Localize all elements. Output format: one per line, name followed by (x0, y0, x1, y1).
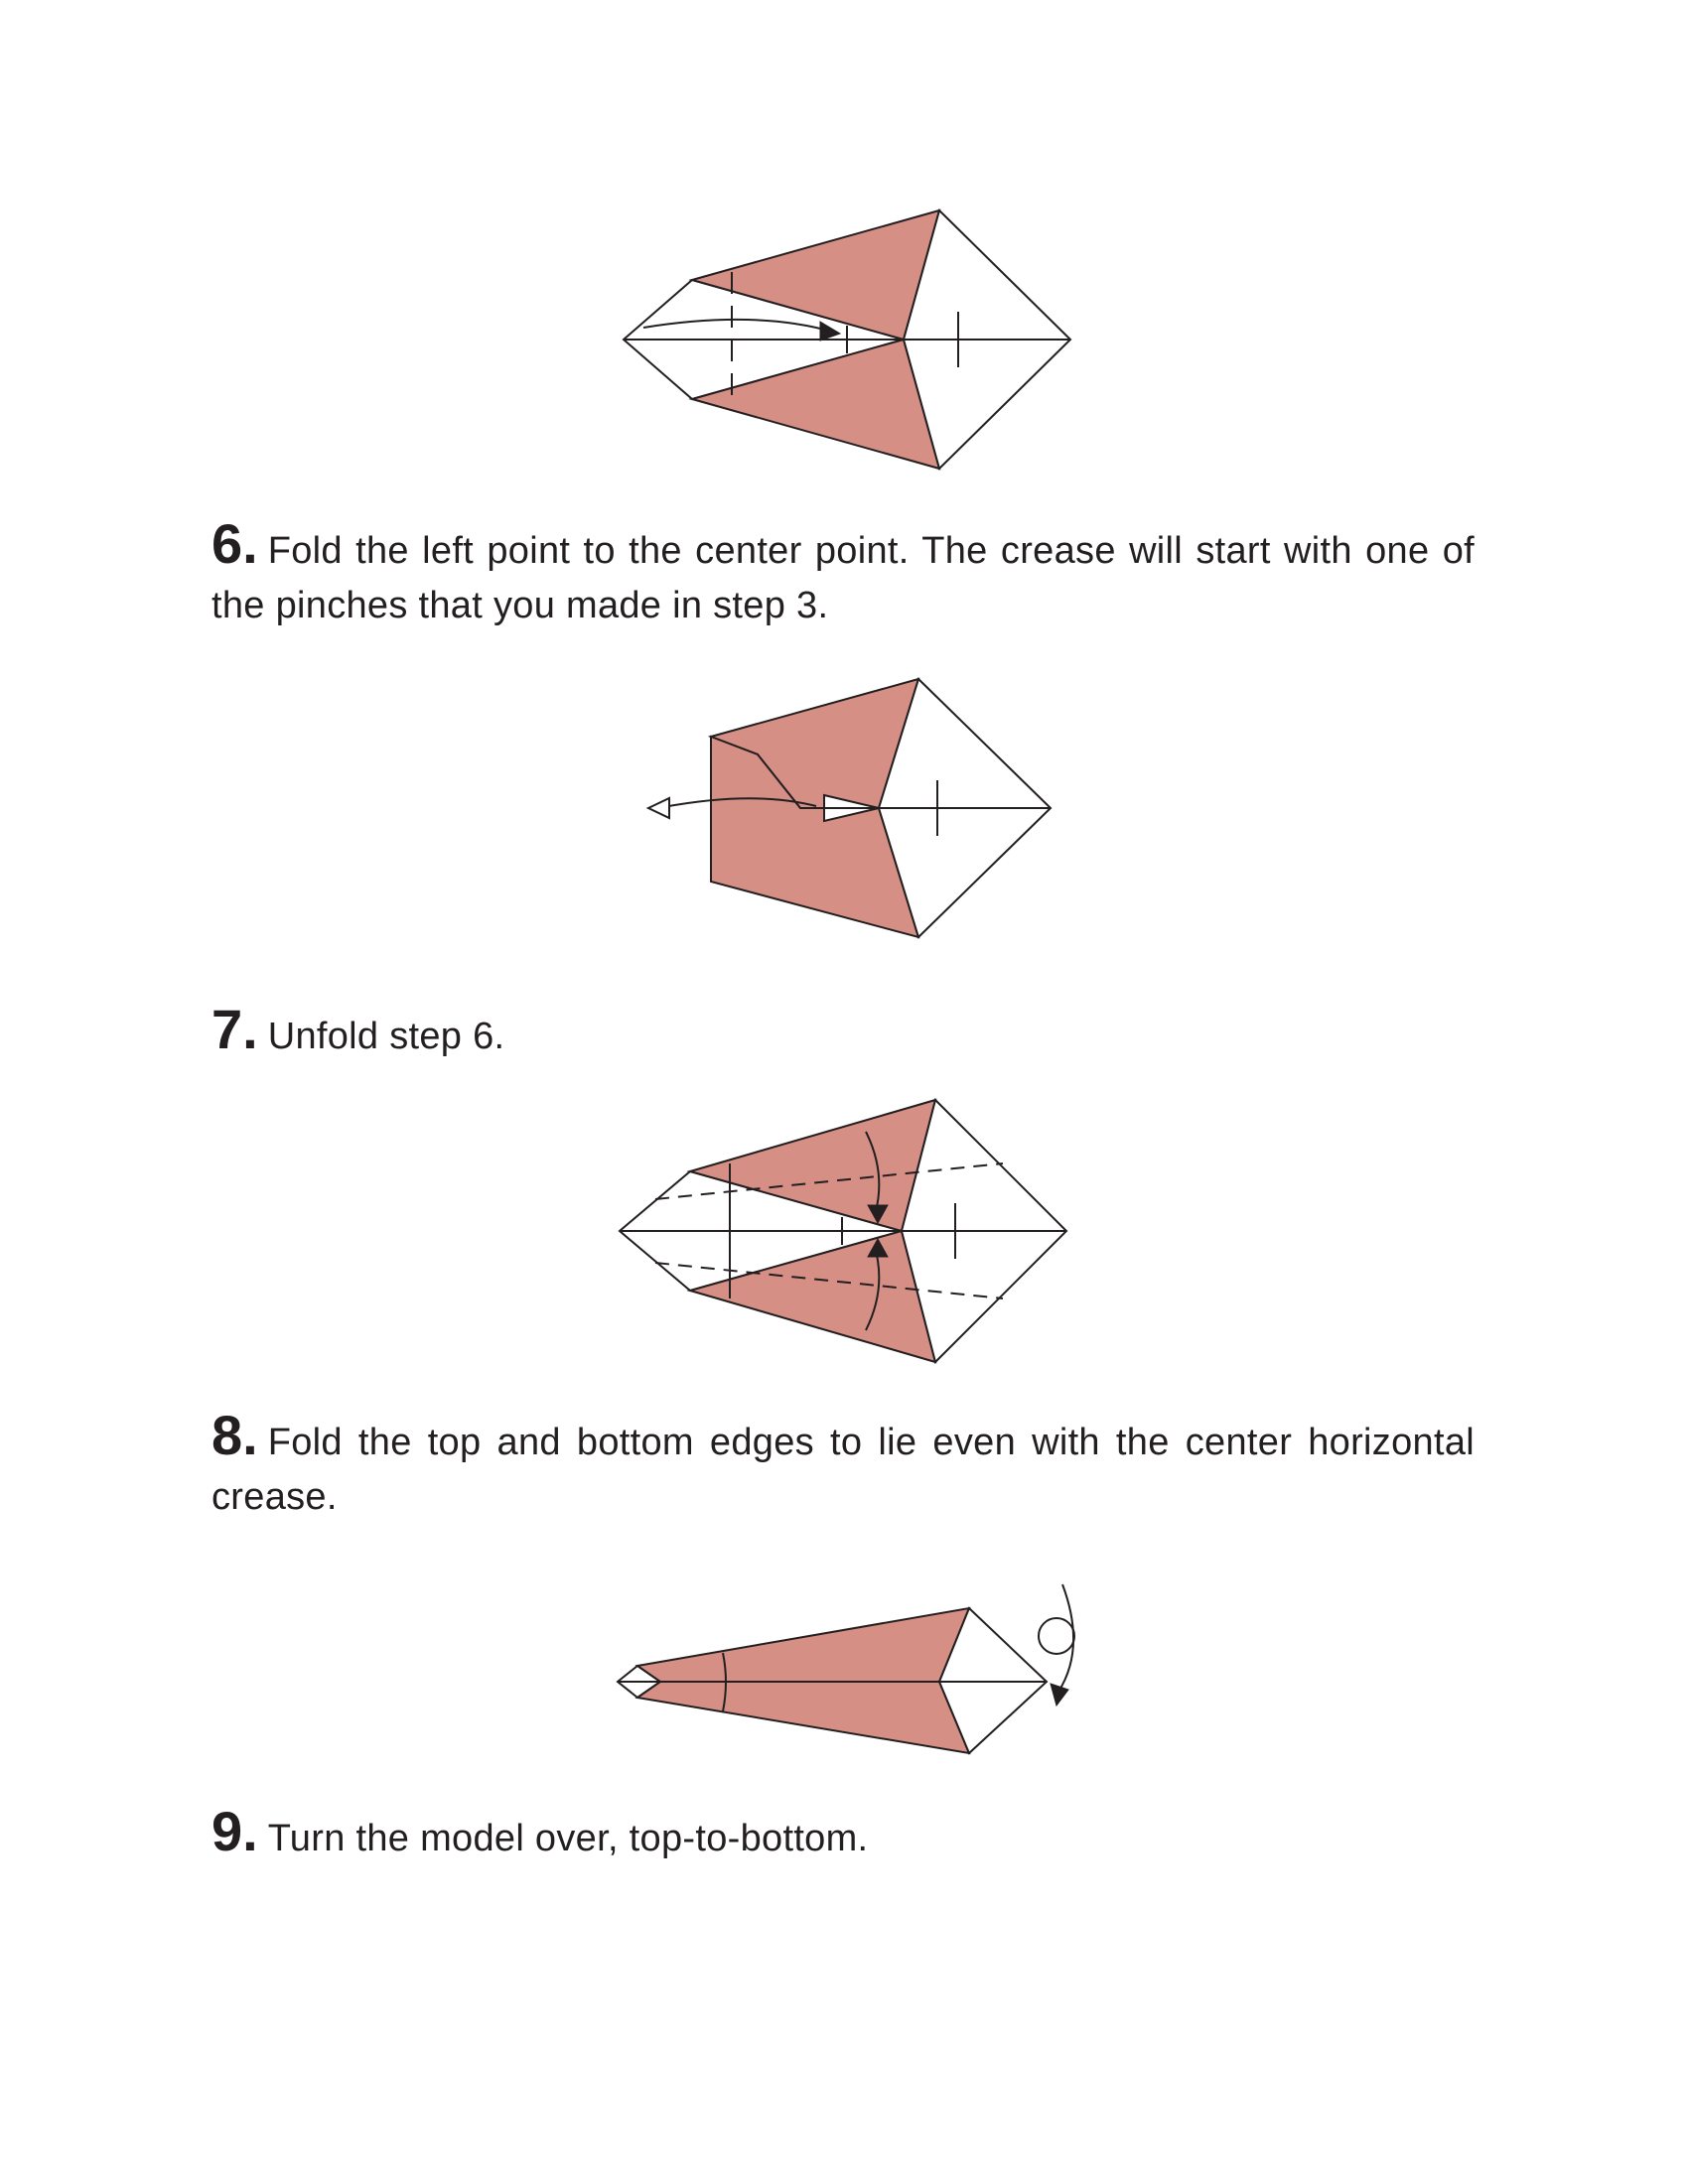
step-text: Fold the top and bottom edges to lie even with the center horizontal crease. (211, 1422, 1475, 1518)
top-colored-strip (637, 1608, 969, 1682)
turn-over-arrow-icon (1058, 1584, 1073, 1692)
turn-over-icon (1039, 1618, 1074, 1654)
bottom-colored-strip (637, 1682, 969, 1753)
arrow-head-icon (1051, 1684, 1068, 1706)
diagram-step-6 (624, 210, 1070, 469)
diagram-step-9 (618, 1584, 1074, 1753)
diagram-step-8 (620, 1100, 1066, 1362)
step-number: 7. (211, 998, 258, 1060)
step-8-instruction (211, 1404, 1475, 1525)
step-7-instruction (211, 998, 1475, 1064)
step-number: 8. (211, 1404, 258, 1466)
step-number: 6. (211, 512, 258, 575)
step-text: Unfold step 6. (267, 1016, 505, 1057)
step-9-instruction (211, 1800, 1475, 1866)
open-arrow-head-icon (648, 798, 669, 818)
step-text: Fold the left point to the center point. The crease will start with one of the pinches that you made in step 3. (211, 530, 1475, 626)
step-6-instruction (211, 512, 1475, 633)
step-text: Turn the model over, top-to-bottom. (267, 1818, 869, 1859)
diagram-step-7 (648, 679, 1051, 937)
step-number: 9. (211, 1800, 258, 1862)
